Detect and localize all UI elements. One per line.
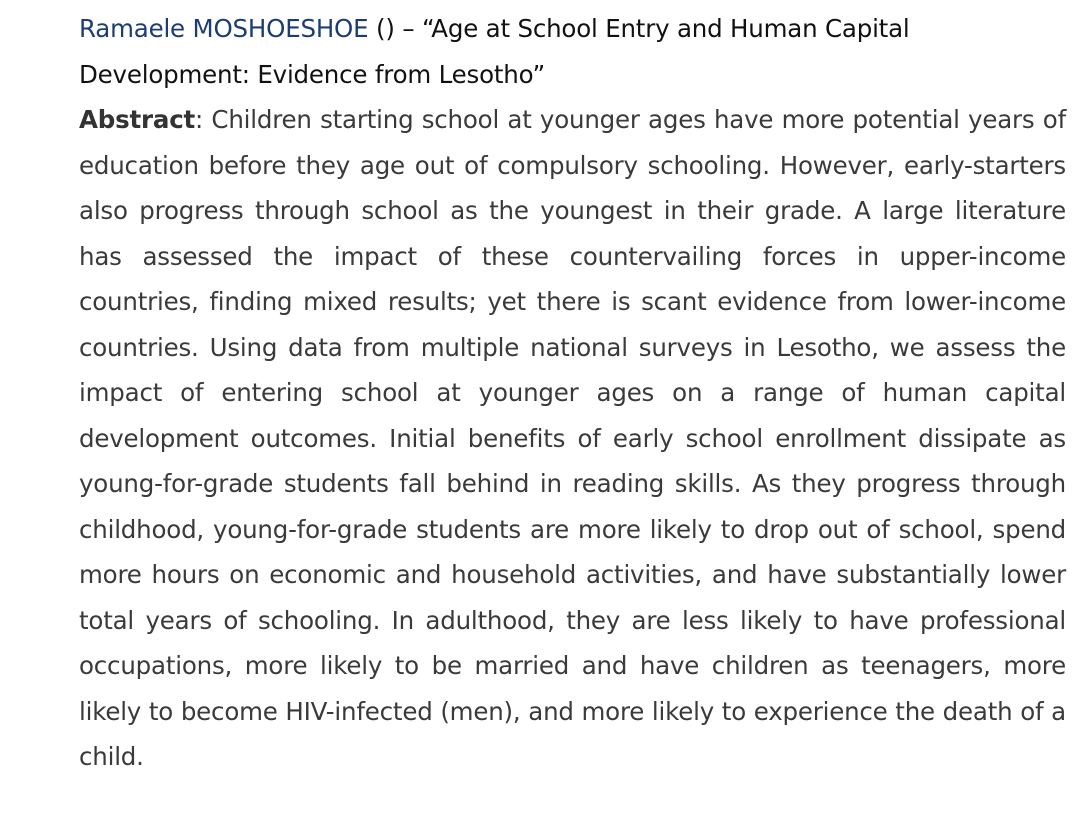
abstract-label: Abstract [79, 105, 196, 134]
paper-title: “Age at School Entry and Human Capital Development: Evidence from Lesotho” [79, 14, 910, 89]
author-link[interactable]: Ramaele MOSHOESHOE [79, 14, 369, 43]
abstract-text: Children starting school at younger ages have more potential years of education before they age out of compulsory schooling. However, early-starters also progress through school as the youngest in their grade. A large literature has assessed the impact of these countervailing forces in upper-income countries, finding mixed results; yet there is scant evidence from lower-income countries. Using data from multiple national surveys in Lesotho, we assess the impact of entering school at younger ages on a range of human capital development outcomes. Initial benefits of early school enrollment dissipate as young-for-grade students fall behind in reading skills. As they progress through childhood, young-for-grade students are more likely to drop out of school, spend more hours on economic and household activities, and have substantially lower total years of schooling. In adulthood, they are less likely to have professional occupations, more likely to be married and have children as teenagers, more likely to become HIV-infected (men), and more likely to experience the death of a child. [79, 105, 1066, 771]
abstract-separator: : [195, 105, 212, 134]
paper-citation [79, 6, 1066, 97]
author-suffix: () – [368, 14, 422, 43]
abstract-paragraph [79, 97, 1066, 780]
